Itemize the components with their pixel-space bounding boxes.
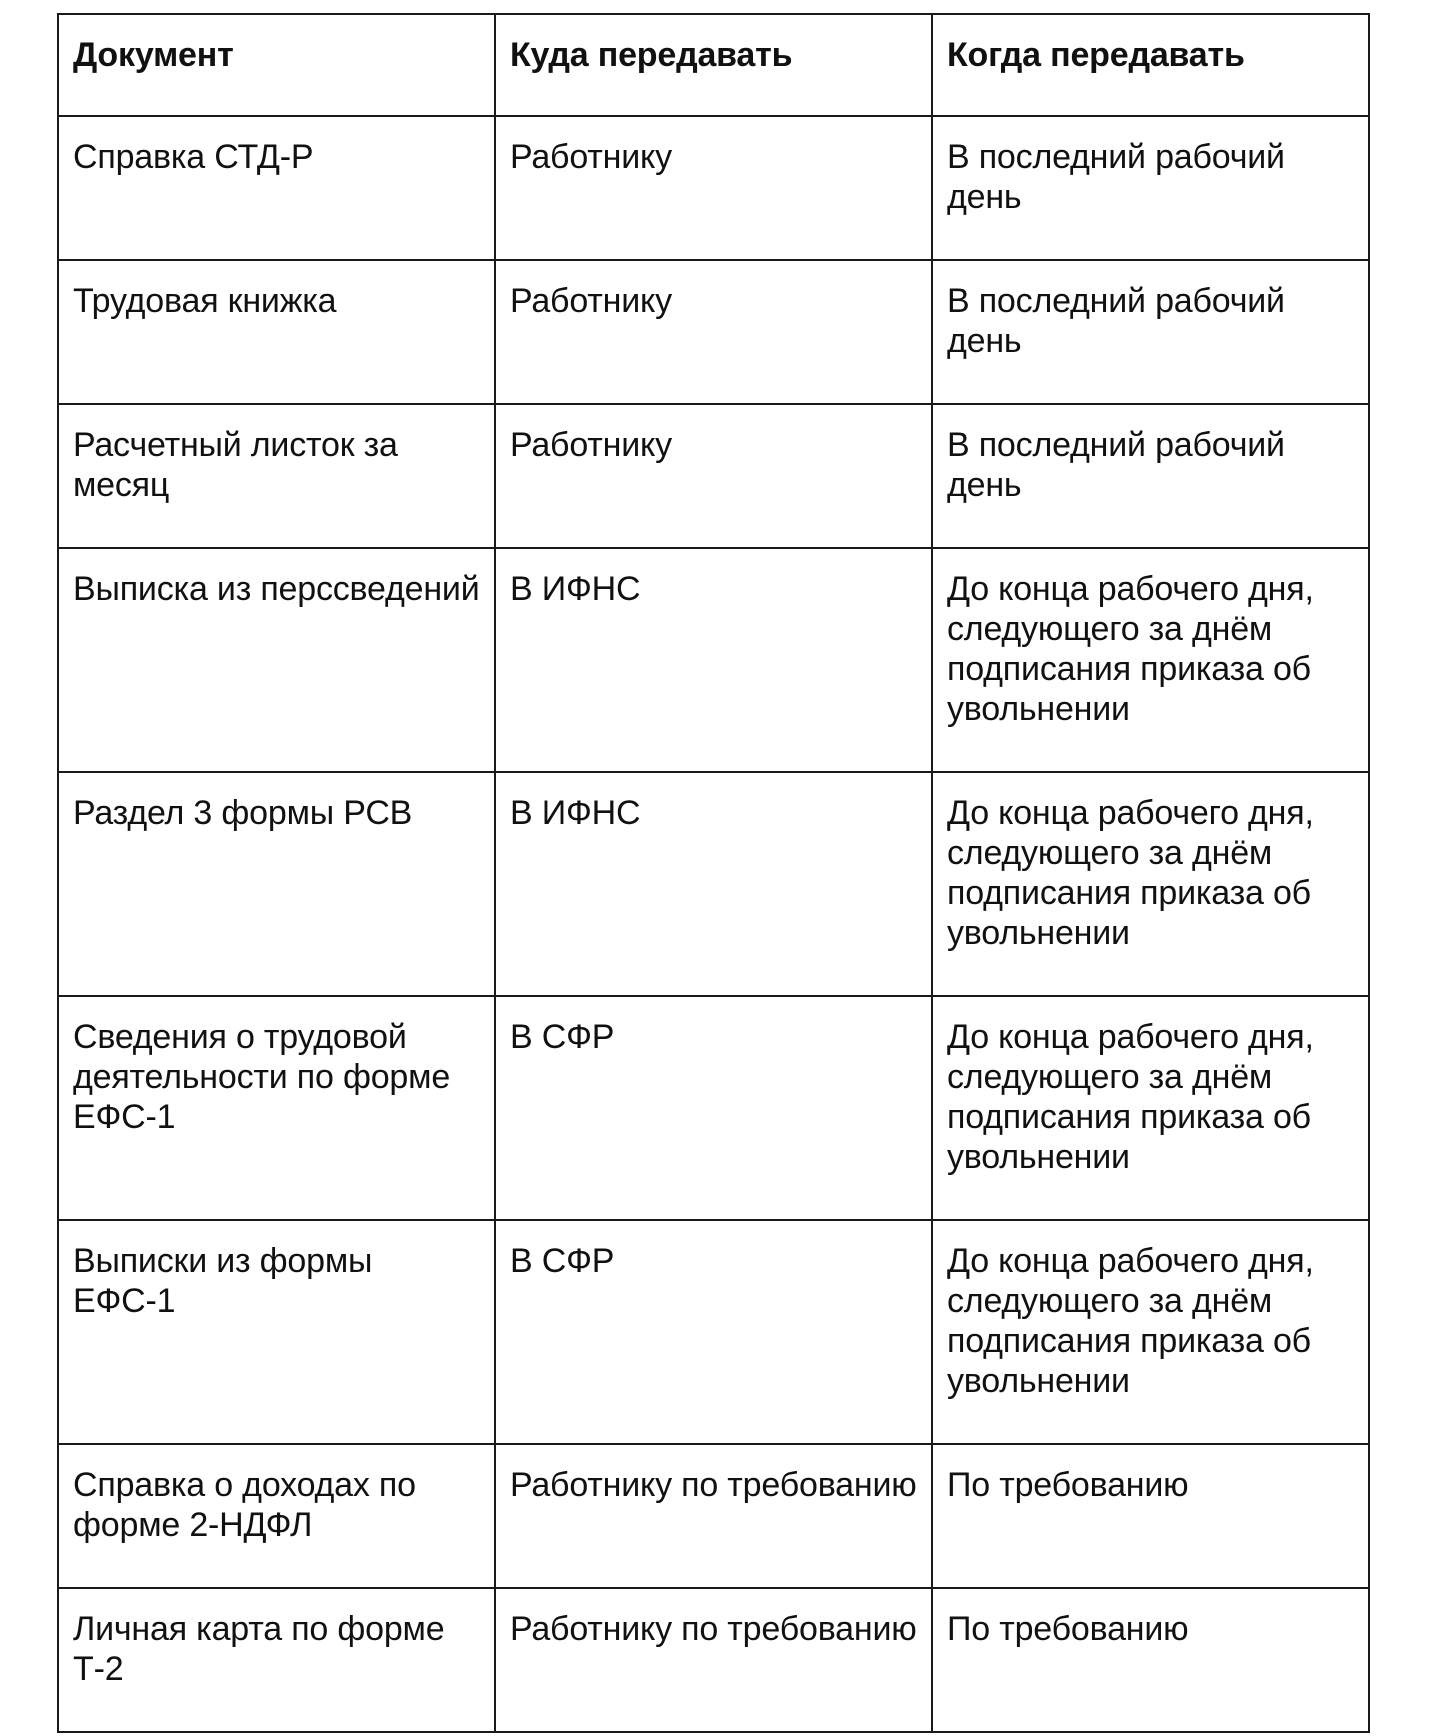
cell-deadline: До конца рабочего дня, следующего за днём подписания приказа об увольнении [932,996,1369,1220]
cell-document: Сведения о трудовой деятельности по форме ЕФС-1 [58,996,495,1220]
cell-destination: Работнику [495,404,932,548]
cell-document: Справка СТД-Р [58,116,495,260]
cell-document: Трудовая книжка [58,260,495,404]
table-row [58,404,1369,548]
table-row [58,1444,1369,1588]
cell-destination: В СФР [495,1220,932,1444]
cell-document: Выписка из перссведений [58,548,495,772]
cell-deadline: До конца рабочего дня, следующего за днём подписания приказа об увольнении [932,772,1369,996]
header-document: Документ [58,14,495,116]
cell-destination: Работнику [495,260,932,404]
cell-deadline: До конца рабочего дня, следующего за днём подписания приказа об увольнении [932,1220,1369,1444]
table-row [58,1588,1369,1732]
cell-deadline: В последний рабочий день [932,116,1369,260]
cell-deadline: В последний рабочий день [932,260,1369,404]
cell-destination: В СФР [495,996,932,1220]
table-row [58,260,1369,404]
cell-deadline: По требованию [932,1588,1369,1732]
cell-destination: Работнику по требованию [495,1444,932,1588]
table-header-row [58,14,1369,116]
table-row [58,116,1369,260]
table-row [58,996,1369,1220]
cell-document: Выписки из формы ЕФС-1 [58,1220,495,1444]
header-deadline: Когда передавать [932,14,1369,116]
cell-document: Раздел 3 формы РСВ [58,772,495,996]
cell-deadline: По требованию [932,1444,1369,1588]
cell-destination: В ИФНС [495,772,932,996]
cell-destination: В ИФНС [495,548,932,772]
table-row [58,548,1369,772]
table-row [58,772,1369,996]
cell-deadline: В последний рабочий день [932,404,1369,548]
cell-destination: Работнику по требованию [495,1588,932,1732]
cell-deadline: До конца рабочего дня, следующего за днём подписания приказа об увольнении [932,548,1369,772]
documents-table [57,13,1370,1733]
cell-document: Справка о доходах по форме 2-НДФЛ [58,1444,495,1588]
header-destination: Куда передавать [495,14,932,116]
cell-document: Расчетный листок за месяц [58,404,495,548]
cell-destination: Работнику [495,116,932,260]
table-row [58,1220,1369,1444]
cell-document: Личная карта по форме Т-2 [58,1588,495,1732]
